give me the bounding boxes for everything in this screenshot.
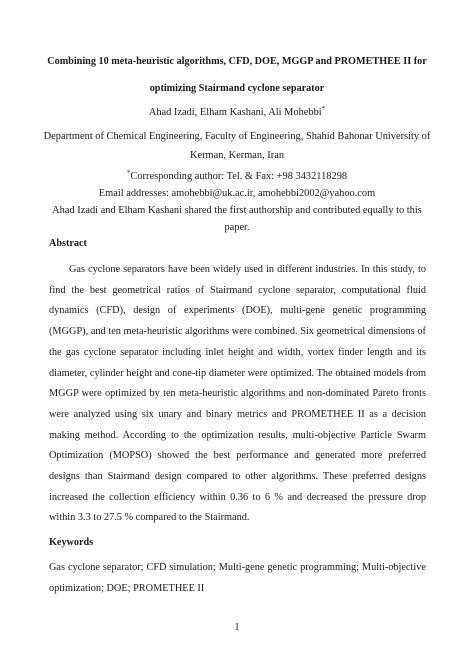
paper-title-line-1: Combining 10 meta-heuristic algorithms, CFD, DOE, MGGP and PROMETHEE II for (47, 56, 427, 67)
corresponding-author-text: Corresponding author: Tel. & Fax: +98 3432118298 (130, 171, 348, 182)
corresponding-author-note (20, 170, 454, 183)
corresponding-mark: * (126, 169, 131, 177)
paper-title-line-2: optimizing Stairmand cyclone separator (149, 83, 325, 94)
equal-contribution-note-line-2: paper. (224, 222, 250, 233)
abstract-paragraph: Gas cyclone separators have been widely used in different industries. In this study, to find the best geometrical ratios of Stairmand cyclone separator, computational fluid dynamics (CFD), design of experiments (DOE), multi-gene genetic programming (MGGP), and ten meta-heuristic algorithms were combined. Six geometrical dimensions of the gas cyclone separator including inlet height and width, vortex finder length and its diameter, cylinder height and cone-tip diameter were optimized. The obtained models from MGGP were optimized by ten meta-heuristic algorithms and non-dominated Pareto fronts were analyzed using six unary and binary metrics and PROMETHEE II as a decision making method. According to the optimization results, multi-objective Particle Swarm Optimization (MOPSO) showed the best performance and generated more preferred designs than Stairmand design compared to other algorithms. These preferred designs increased the collection efficiency within 0.36 to 6 % and decreased the pressure drop within 3.3 to 27.5 % compared to the Stairmand. (49, 264, 426, 524)
affiliation-line-1: Department of Chemical Engineering, Faculty of Engineering, Shahid Bahonar University of (43, 131, 431, 142)
author-list (20, 106, 454, 119)
author-names: Ahad Izadi, Elham Kashani, Ali Mohebbi (148, 107, 322, 118)
keywords-heading: Keywords (49, 537, 94, 548)
corresponding-author-mark: * (321, 105, 326, 113)
affiliation-line-2: Kerman, Kerman, Iran (189, 150, 285, 161)
page-number: 1 (234, 622, 240, 633)
keywords-paragraph: Gas cyclone separator; CFD simulation; Multi-gene genetic programming; Multi-objective optimization; DOE; PROMETHEE II (49, 562, 426, 594)
abstract-heading: Abstract (49, 238, 87, 249)
email-addresses: Email addresses: amohebbi@uk.ac.ir, amohebbi2002@yahoo.com (98, 188, 376, 199)
equal-contribution-note-line-1: Ahad Izadi and Elham Kashani shared the first authorship and contributed equally to this (52, 205, 422, 216)
